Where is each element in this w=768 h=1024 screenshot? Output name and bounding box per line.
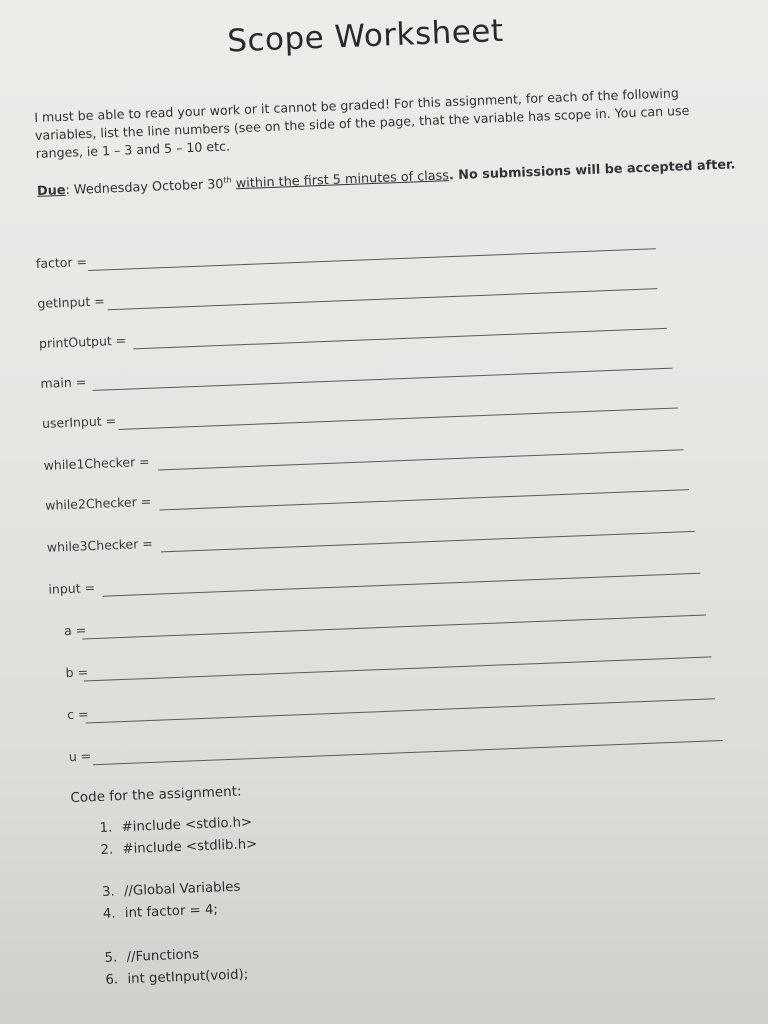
field-while1checker <box>43 428 683 475</box>
answer-line[interactable] <box>86 698 716 723</box>
answer-line[interactable] <box>158 449 684 470</box>
field-label: a = <box>63 622 87 639</box>
due-label: Due <box>36 183 66 200</box>
field-label: b = <box>65 664 89 681</box>
field-label: factor = <box>35 254 88 272</box>
code-line-number: 3. <box>101 884 116 900</box>
code-line <box>103 903 219 922</box>
field-label: while2Checker = <box>44 493 152 513</box>
answer-line[interactable] <box>161 531 695 552</box>
field-while3checker <box>46 510 694 557</box>
code-line <box>104 947 199 966</box>
field-label: main = <box>40 374 87 391</box>
field-label: while3Checker = <box>46 535 154 555</box>
code-heading: Code for the assignment: <box>70 783 242 807</box>
field-label: userInput = <box>41 413 117 431</box>
field-input <box>48 552 700 599</box>
field-label: c = <box>66 706 89 723</box>
code-line <box>100 837 257 858</box>
field-a <box>50 594 706 641</box>
field-factor <box>35 227 655 273</box>
field-while2checker <box>45 468 689 515</box>
field-label: input = <box>48 579 96 597</box>
page-title: Scope Worksheet <box>226 12 505 60</box>
field-label: u = <box>68 748 92 765</box>
answer-line[interactable] <box>93 368 673 391</box>
field-label: printOutput = <box>38 332 127 351</box>
answer-line[interactable] <box>84 656 712 681</box>
field-printoutput <box>38 307 666 353</box>
due-date: : Wednesday October 30 <box>65 177 224 199</box>
answer-line[interactable] <box>103 573 701 597</box>
code-line <box>105 967 248 987</box>
field-c <box>53 677 715 724</box>
code-line-text: #include <stdio.h> <box>121 815 253 836</box>
answer-line[interactable] <box>82 615 706 640</box>
answer-line[interactable] <box>133 328 667 349</box>
answer-line[interactable] <box>88 248 656 271</box>
code-line-text: //Functions <box>126 947 200 966</box>
field-label: getInput = <box>37 293 106 311</box>
due-line <box>36 157 736 200</box>
code-line-number: 5. <box>104 950 118 966</box>
answer-line[interactable] <box>93 740 723 765</box>
field-getinput <box>37 267 657 313</box>
due-note: . No submissions will be accepted after. <box>448 157 736 184</box>
field-label: while1Checker = <box>43 453 150 473</box>
code-line-number: 6. <box>105 972 119 988</box>
code-line-number: 2. <box>100 842 114 858</box>
code-line <box>99 815 252 836</box>
code-line-number: 1. <box>99 820 113 836</box>
code-line-number: 4. <box>102 906 116 922</box>
code-line <box>102 880 241 900</box>
field-u <box>54 719 722 767</box>
code-line-text: //Global Variables <box>123 879 241 900</box>
field-userinput <box>42 386 678 432</box>
field-b <box>51 635 711 682</box>
code-line-text: int factor = 4; <box>124 902 219 922</box>
code-line-text: int getInput(void); <box>127 967 249 988</box>
code-line-text: #include <stdlib.h> <box>122 836 258 858</box>
due-date-suffix: th <box>223 175 232 185</box>
due-window: within the first 5 minutes of class <box>235 168 450 192</box>
answer-line[interactable] <box>108 288 658 310</box>
answer-line[interactable] <box>159 489 689 510</box>
instructions-paragraph: I must be able to read your work or it cannot be graded! For this assignment, for each of the following variables, list the line numbers (see on the side of the page, that the variable has scope in. You can use ranges, ie 1 – 3 and 5 – 10 etc. <box>34 85 690 161</box>
field-main <box>40 347 672 393</box>
answer-line[interactable] <box>118 407 678 429</box>
